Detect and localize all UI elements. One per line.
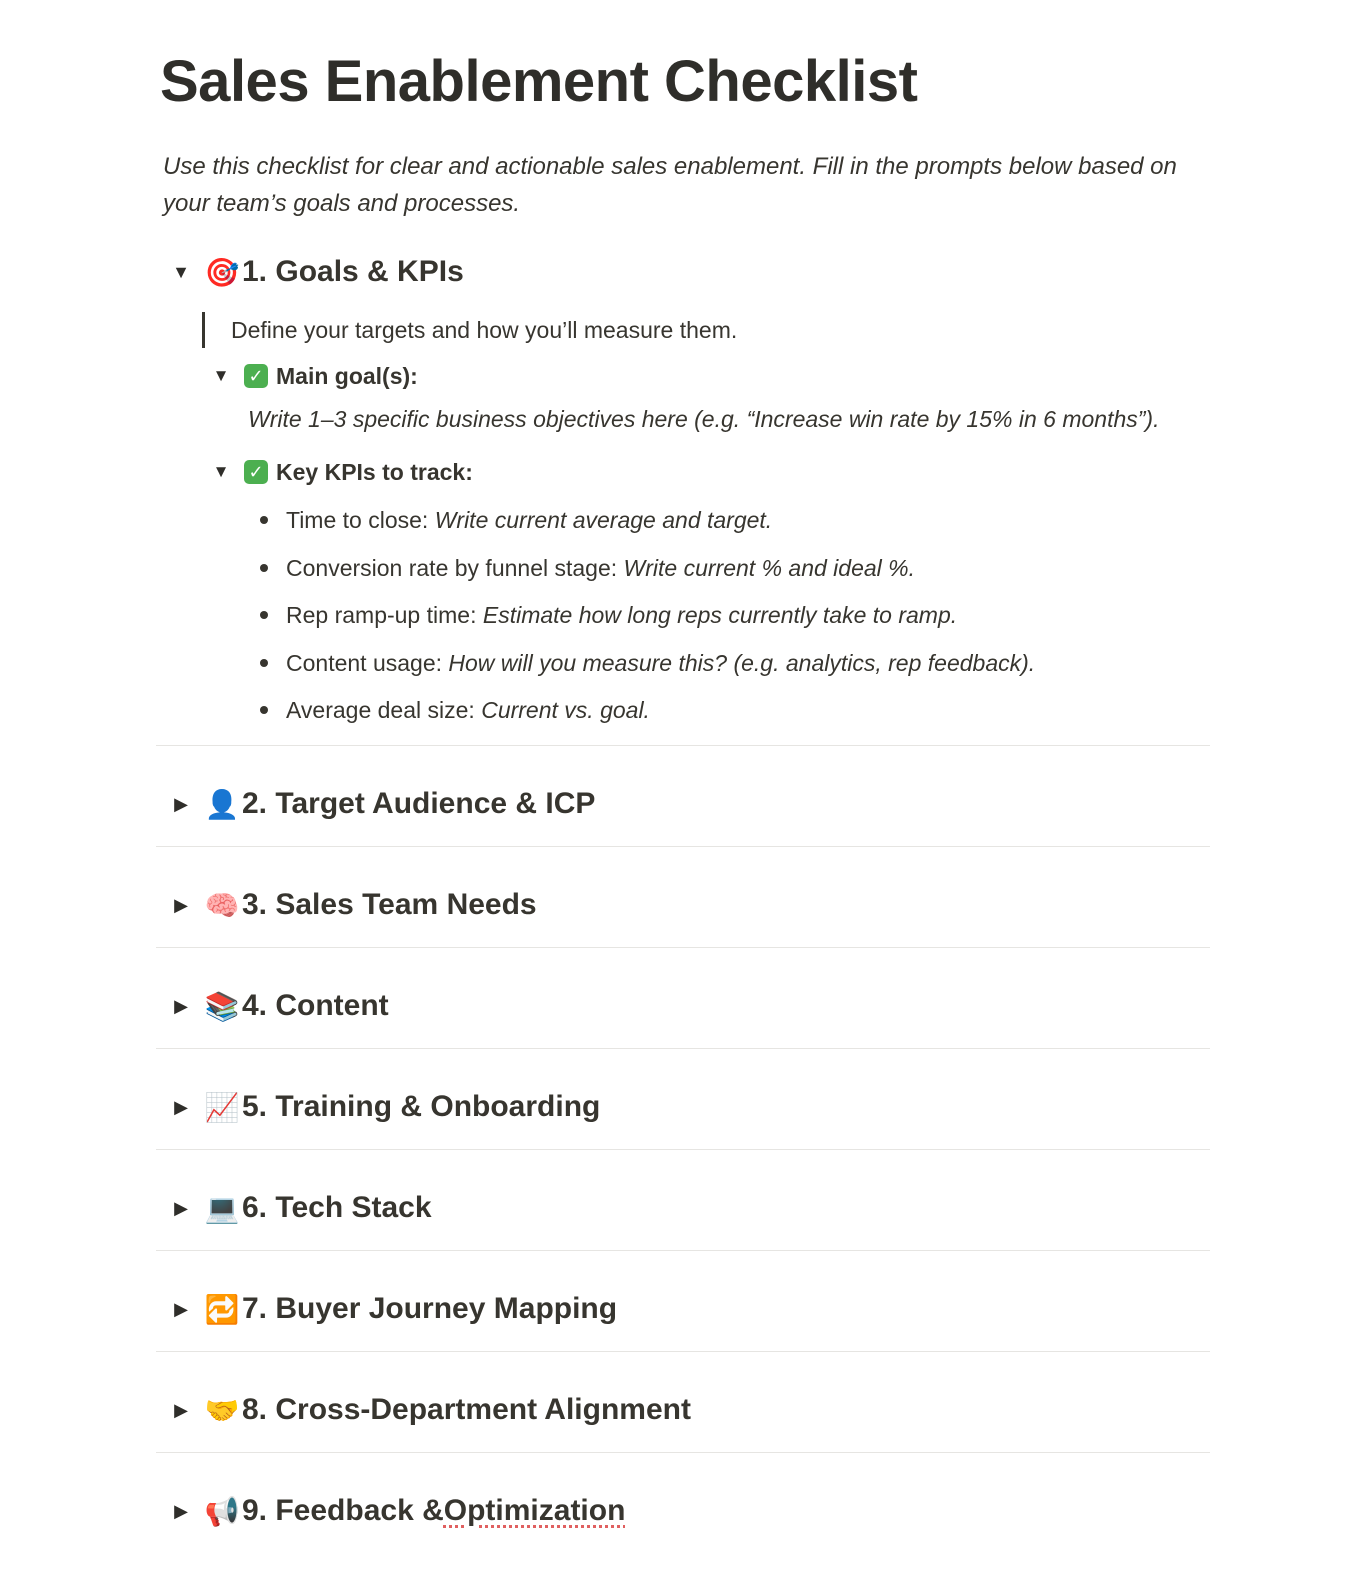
toggle-expanded-icon[interactable]: ▼: [212, 462, 230, 481]
kpi-label: Content usage:: [286, 649, 449, 676]
list-item[interactable]: [260, 690, 1035, 738]
laptop-icon: 💻: [204, 1192, 240, 1224]
section-title: 5. Training & Onboarding: [242, 1090, 601, 1123]
toggle-section-training[interactable]: [168, 1085, 600, 1129]
check-mark-icon: ✓: [244, 364, 268, 388]
page-title: Sales Enablement Checklist: [160, 49, 918, 114]
toggle-collapsed-icon[interactable]: ▶: [174, 1096, 188, 1117]
section-title: 1. Goals & KPIs: [242, 255, 464, 288]
divider: [156, 1250, 1210, 1251]
toggle-collapsed-icon[interactable]: ▶: [174, 894, 188, 915]
divider: [156, 1351, 1210, 1352]
divider: [156, 947, 1210, 948]
toggle-section-goals[interactable]: [168, 250, 464, 294]
toggle-section-tech-stack[interactable]: [168, 1186, 432, 1230]
megaphone-icon: 📢: [204, 1495, 240, 1527]
kpi-prompt: Write current average and target.: [434, 507, 773, 533]
divider: [156, 1149, 1210, 1150]
subsection-title: Main goal(s):: [276, 362, 418, 389]
kpi-label: Conversion rate by funnel stage:: [286, 554, 624, 581]
section-title-prefix: 9. Feedback &: [242, 1494, 444, 1527]
toggle-section-target-audience[interactable]: [168, 782, 595, 826]
kpi-prompt: Current vs. goal.: [481, 697, 650, 723]
books-icon: 📚: [204, 990, 240, 1022]
divider: [156, 1452, 1210, 1453]
section-title: 6. Tech Stack: [242, 1191, 432, 1224]
section-title: 8. Cross-Department Alignment: [242, 1393, 691, 1426]
toggle-collapsed-icon[interactable]: ▶: [174, 1399, 188, 1420]
toggle-expanded-icon[interactable]: ▼: [172, 261, 190, 282]
toggle-collapsed-icon[interactable]: ▶: [174, 1197, 188, 1218]
kpi-prompt: Estimate how long reps currently take to ramp.: [482, 602, 958, 628]
toggle-collapsed-icon[interactable]: ▶: [174, 1500, 188, 1521]
toggle-collapsed-icon[interactable]: ▶: [174, 1298, 188, 1319]
toggle-key-kpis[interactable]: [210, 455, 473, 489]
divider: [156, 846, 1210, 847]
list-item[interactable]: [260, 548, 1035, 596]
kpi-label: Rep ramp-up time:: [286, 602, 483, 628]
toggle-section-alignment[interactable]: [168, 1388, 691, 1432]
divider: [156, 745, 1210, 746]
list-item[interactable]: [260, 500, 1035, 548]
spellcheck-word: Optimization: [443, 1494, 626, 1527]
chart-increasing-icon: 📈: [204, 1091, 240, 1123]
list-item[interactable]: [260, 643, 1035, 691]
toggle-section-buyer-journey[interactable]: [168, 1287, 617, 1331]
toggle-section-feedback[interactable]: [168, 1489, 625, 1533]
toggle-main-goals[interactable]: [210, 359, 418, 393]
toggle-collapsed-icon[interactable]: ▶: [174, 995, 188, 1016]
kpi-prompt: How will you measure this? (e.g. analytics, rep feedback).: [448, 649, 1036, 676]
kpi-prompt: Write current % and ideal %.: [623, 554, 915, 581]
brain-icon: 🧠: [204, 889, 240, 921]
kpi-label: Average deal size:: [286, 697, 482, 723]
subsection-title: Key KPIs to track:: [276, 458, 473, 485]
kpi-label: Time to close:: [286, 507, 435, 533]
section-quote[interactable]: Define your targets and how you’ll measure them.: [202, 312, 737, 348]
section-title: 4. Content: [242, 989, 389, 1022]
intro-text[interactable]: Use this checklist for clear and actionable sales enablement. Fill in the prompts below based on your team’s goals and processes.: [163, 153, 1177, 217]
kpi-list: [260, 500, 1035, 738]
handshake-icon: 🤝: [204, 1394, 240, 1426]
main-goals-prompt[interactable]: Write 1–3 specific business objectives here (e.g. “Increase win rate by 15% in 6 months”).: [248, 406, 1160, 432]
person-icon: 👤: [204, 788, 240, 820]
check-mark-icon: ✓: [244, 460, 268, 484]
repeat-icon: 🔁: [204, 1293, 240, 1325]
toggle-collapsed-icon[interactable]: ▶: [174, 793, 188, 814]
target-icon: 🎯: [204, 256, 240, 288]
section-title: 7. Buyer Journey Mapping: [242, 1292, 618, 1325]
section-title: 2. Target Audience & ICP: [242, 787, 596, 820]
toggle-expanded-icon[interactable]: ▼: [212, 366, 230, 385]
section-title: 3. Sales Team Needs: [242, 888, 537, 921]
toggle-section-content[interactable]: [168, 984, 389, 1028]
divider: [156, 1048, 1210, 1049]
toggle-section-sales-team[interactable]: [168, 883, 537, 927]
list-item[interactable]: [260, 595, 1035, 643]
